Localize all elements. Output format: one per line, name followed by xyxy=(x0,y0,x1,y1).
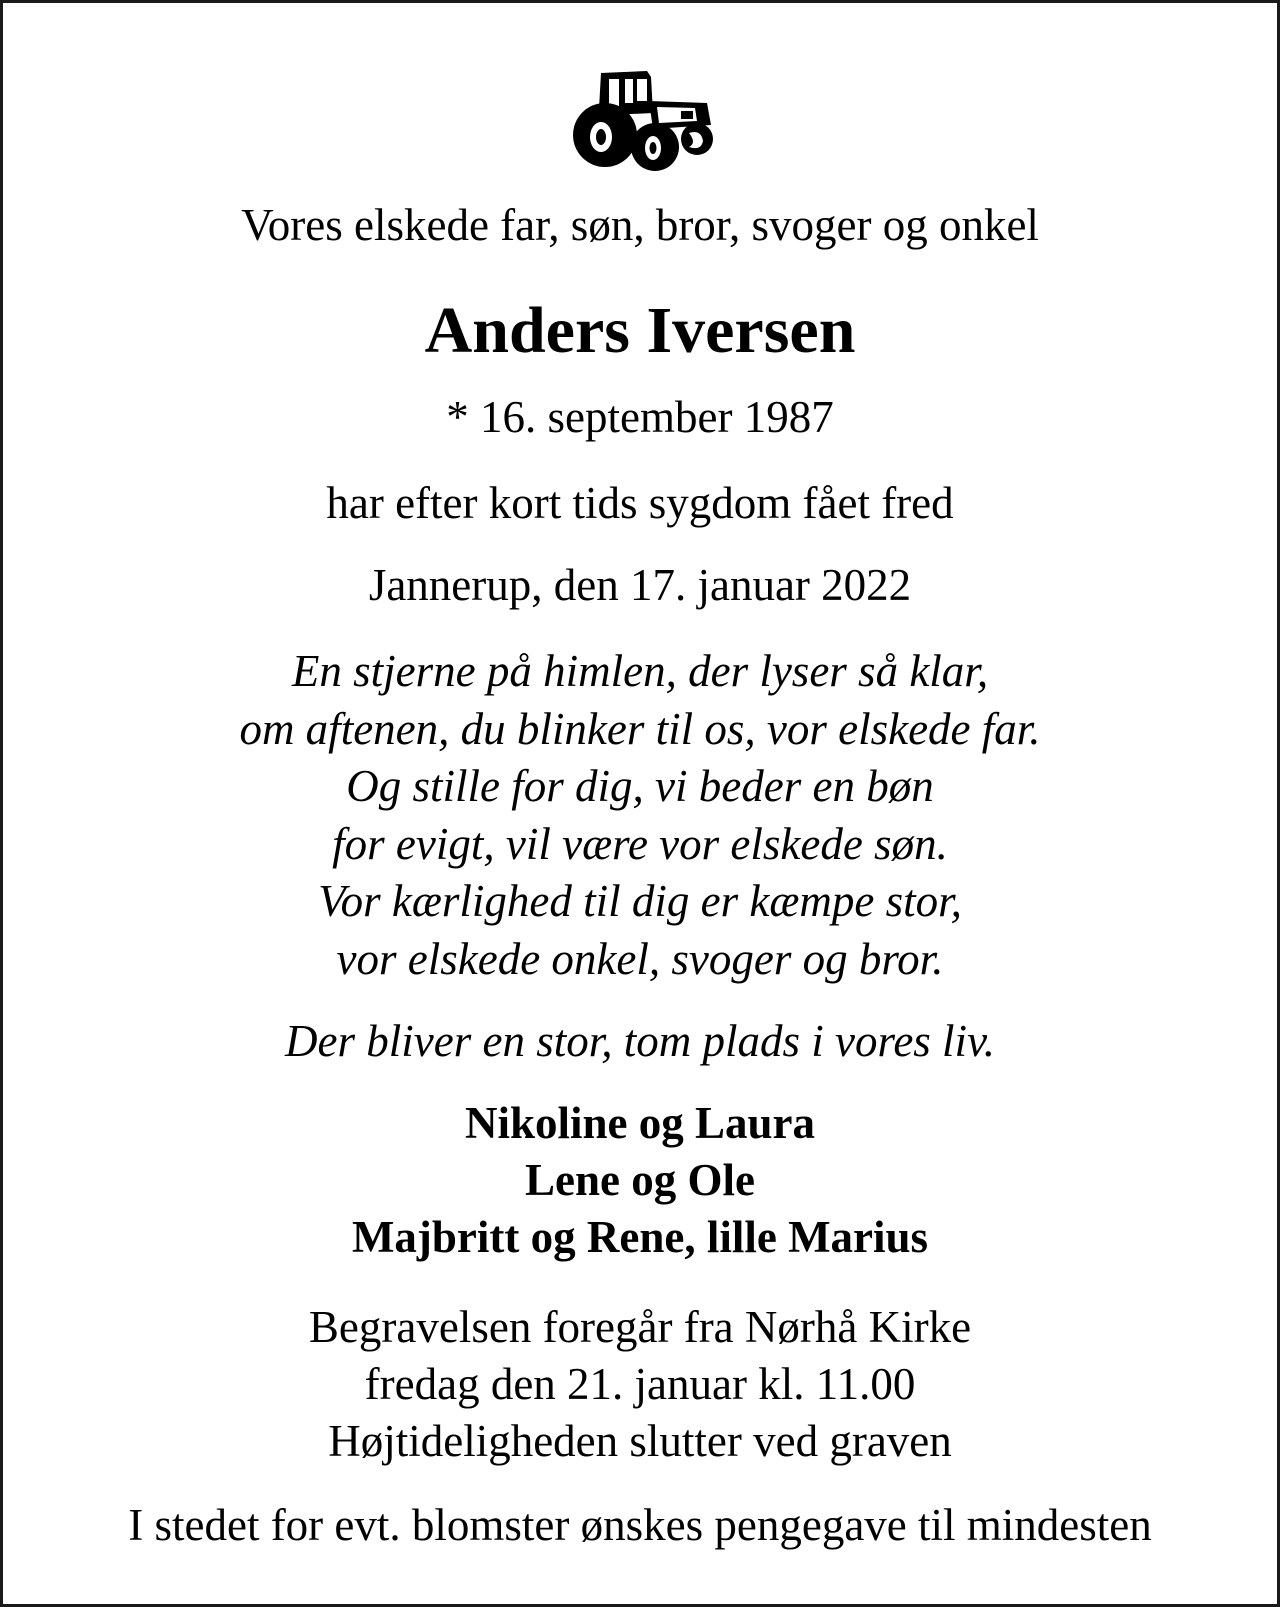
birth-date: * 16. september 1987 xyxy=(446,392,834,442)
place-date: Jannerup, den 17. januar 2022 xyxy=(368,560,912,610)
funeral-line: Begravelsen foregår fra Nørhå Kirke xyxy=(308,1302,972,1352)
poem xyxy=(3,643,1277,988)
deceased-name: Anders Iversen xyxy=(424,294,856,367)
funeral-info xyxy=(3,1299,1277,1470)
donation-wish: I stedet for evt. blomster ønskes pengegave til mindesten xyxy=(128,1500,1152,1550)
poem-line: for evigt, vil være vor elskede søn. xyxy=(332,818,948,869)
tractor-icon xyxy=(569,63,715,173)
poem-line: Og stille for dig, vi beder en bøn xyxy=(346,761,934,811)
family-line: Lene og Ole xyxy=(525,1155,755,1205)
family-line: Nikoline og Laura xyxy=(464,1098,816,1148)
family-names xyxy=(3,1095,1277,1266)
funeral-line: fredag den 21. januar kl. 11.00 xyxy=(364,1359,916,1409)
family-line: Majbritt og Rene, lille Marius xyxy=(351,1212,929,1262)
poem-line: vor elskede onkel, svoger og bror. xyxy=(336,933,944,984)
intro-line: Vores elskede far, søn, bror, svoger og onkel xyxy=(241,200,1039,250)
sad-line: Der bliver en stor, tom plads i vores liv. xyxy=(285,1016,995,1066)
funeral-line: Højtideligheden slutter ved graven xyxy=(328,1416,952,1466)
poem-line: Vor kærlighed til dig er kæmpe stor, xyxy=(318,876,962,926)
poem-line: om aftenen, du blinker til os, vor elskede far. xyxy=(239,703,1041,754)
poem-line: En stjerne på himlen, der lyser så klar, xyxy=(291,646,989,696)
passing-line: har efter kort tids sygdom fået fred xyxy=(326,478,954,528)
